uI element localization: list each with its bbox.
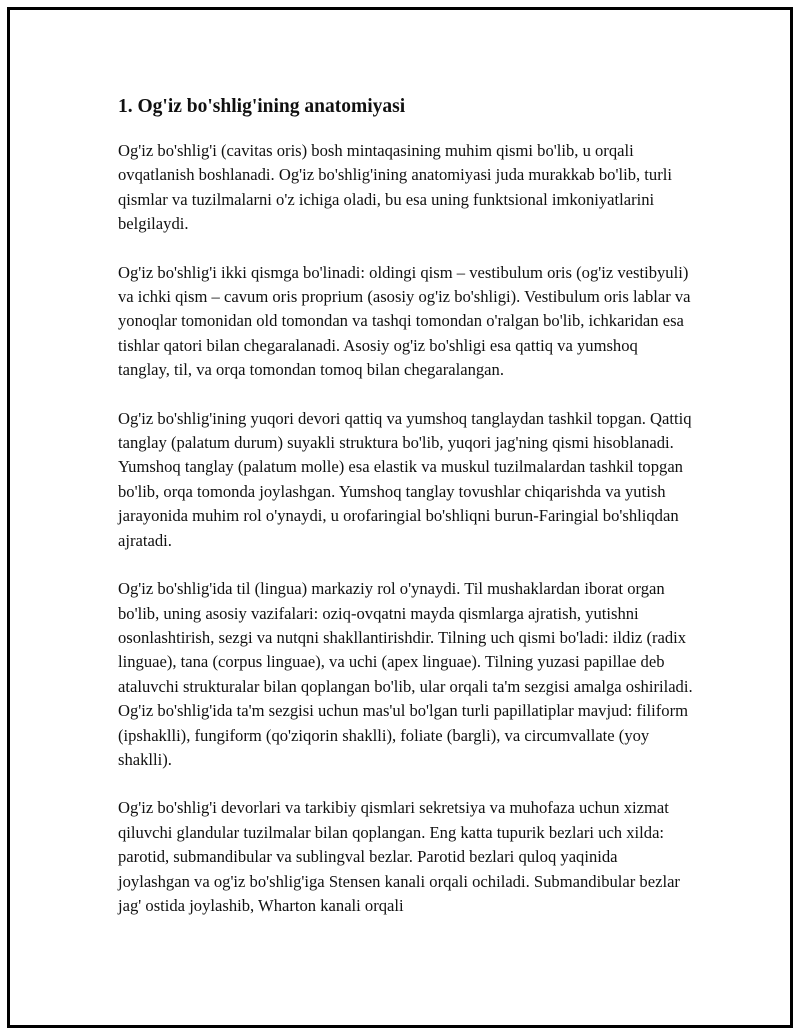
paragraph-parts: Og'iz bo'shlig'i ikki qismga bo'linadi: oldingi qism – vestibulum oris (og'iz vestibyuli) va ichki qism – cavum oris proprium (asosiy og'iz bo'shligi). Vestibulum oris lablar va yonoqlar tomonidan old tomondan va tashqi tomondan o'ralgan bo'lib, ichkaridan esa tishlar qatori bilan chegaralanadi. Asosiy og'iz bo'shligi esa qattiq va yumshoq tanglay, til, va orqa tomondan tomoq bilan chegaralangan.	[118, 262, 691, 380]
paragraph-intro: Og'iz bo'shlig'i (cavitas oris) bosh mintaqasining muhim qismi bo'lib, u orqali ovqatlanish boshlanadi. Og'iz bo'shlig'ining anatomiyasi juda murakkab bo'lib, turli qismlar va tuzilmalarni o'z ichiga oladi, bu esa uning funktsional imkoniyatlarini belgilaydi.	[118, 141, 672, 234]
document-body	[118, 94, 693, 942]
paragraph-tongue: Og'iz bo'shlig'ida til (lingua) markaziy rol o'ynaydi. Til mushaklardan iborat organ bo'lib, uning asosiy vazifalari: oziq-ovqatni mayda qismlarga ajratish, yutishni osonlashtirish, sezgi va nutqni shakllantirishdir. Tilning uch qismi bo'ladi: ildiz (radix linguae), tana (corpus linguae), va uchi (apex linguae). Tilning yuzasi papillae deb ataluvchi strukturalar bilan qoplangan bo'lib, ular orqali ta'm sezgisi amalga oshiriladi. Og'iz bo'shlig'ida ta'm sezgisi uchun mas'ul bo'lgan turli papillatiplar mavjud: filiform (ipshaklli), fungiform (qo'ziqorin shaklli), foliate (bargli), va circumvallate (yoy shaklli).	[118, 579, 693, 769]
paragraph-glands: Og'iz bo'shlig'i devorlari va tarkibiy qismlari sekretsiya va muhofaza uchun xizmat qiluvchi glandular tuzilmalar bilan qoplangan. Eng katta tupurik bezlari uch xilda: parotid, submandibular va sublingval bezlar. Parotid bezlari quloq yaqinida joylashgan va og'iz bo'shlig'iga Stensen kanali orqali ochiladi. Submandibular bezlar jag' ostida joylashib, Wharton kanali orqali	[118, 798, 680, 915]
section-heading: 1. Og'iz bo'shlig'ining anatomiyasi	[118, 96, 406, 117]
paragraph-palate: Og'iz bo'shlig'ining yuqori devori qattiq va yumshoq tanglaydan tashkil topgan. Qattiq tanglay (palatum durum) suyakli struktura bo'lib, yuqori jag'ning qismi hisoblanadi. Yumshoq tanglay (palatum molle) esa elastik va muskul tuzilmalardan tashkil topgan bo'lib, orqa tomonda joylashgan. Yumshoq tanglay tovushlar chiqarishda va yutish jarayonida muhim rol o'ynaydi, u orofaringial bo'shliqni burun-Faringial bo'shliqdan ajratadi.	[118, 408, 692, 550]
